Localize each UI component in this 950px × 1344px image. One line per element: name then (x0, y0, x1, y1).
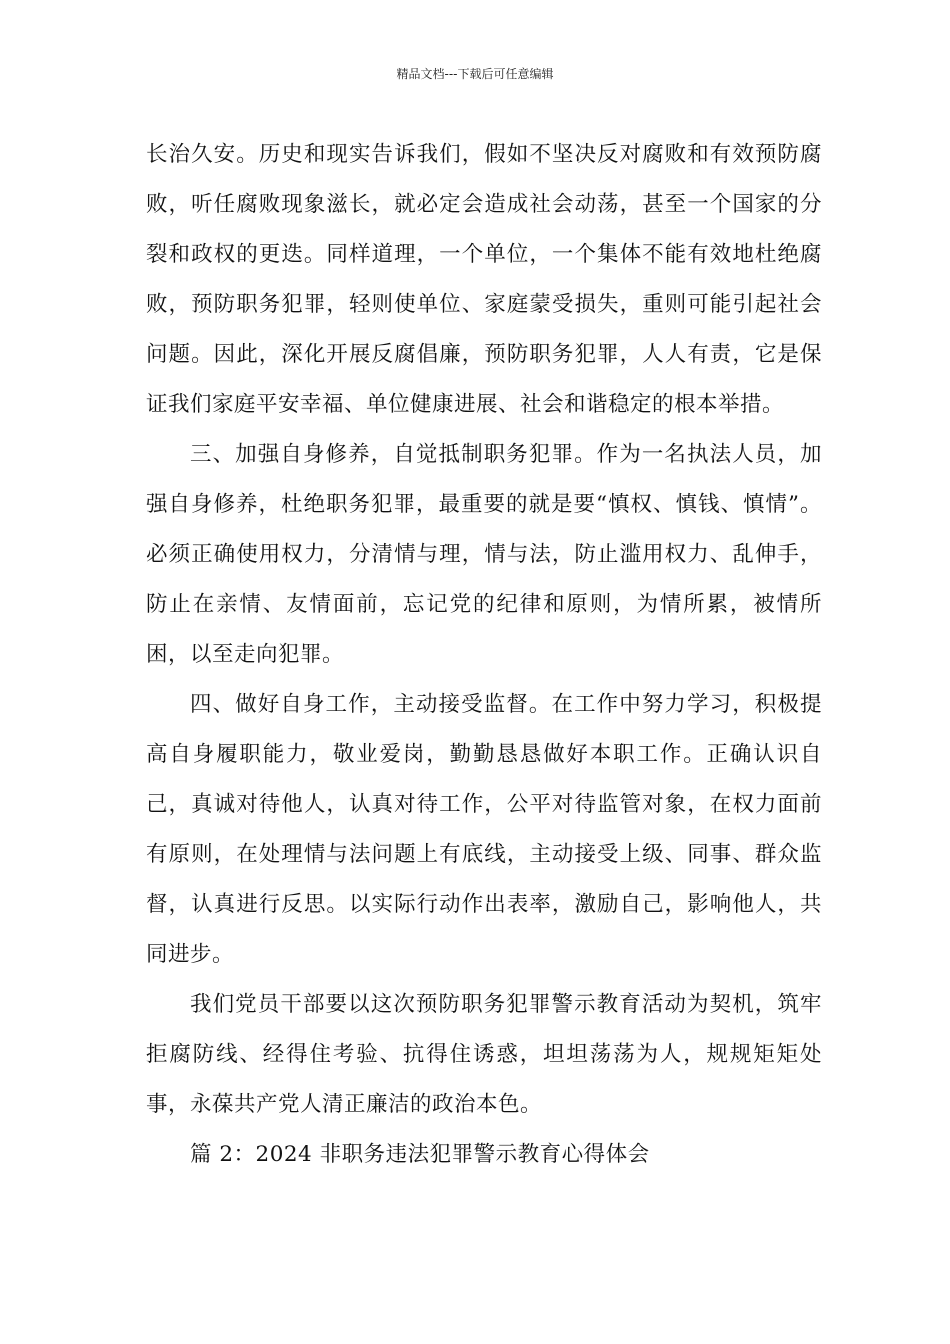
paragraph-accept-supervision: 四、做好自身工作，主动接受监督。在工作中努力学习，积极提高自身履职能力，敬业爱岗，勤勤恳恳做好本职工作。正确认识自己，真诚对待他人，认真对待工作，公平对待监管对象，在权力面前有原则，在处理情与法问题上有底线，主动接受上级、同事、群众监督，认真进行反思。以实际行动作出表率，激励自己，影响他人，共同进步。 (146, 692, 822, 967)
document-body (146, 130, 822, 1180)
page-header: 精品文档---下载后可任意编辑 (396, 67, 554, 81)
section-heading: 篇 2：2024 非职务违法犯罪警示教育心得体会 (190, 1142, 650, 1167)
paragraph-conclusion: 我们党员干部要以这次预防职务犯罪警示教育活动为契机，筑牢拒腐防线、经得住考验、抗得住诱惑，坦坦荡荡为人，规规矩矩处事，永葆共产党人清正廉洁的政治本色。 (146, 992, 822, 1117)
paragraph-self-cultivation: 三、加强自身修养，自觉抵制职务犯罪。作为一名执法人员，加强自身修养，杜绝职务犯罪，最重要的就是要“慎权、慎钱、慎情”。必须正确使用权力，分清情与理，情与法，防止滥用权力、乱伸手，防止在亲情、友情面前，忘记党的纪律和原则，为情所累，被情所困，以至走向犯罪。 (146, 442, 822, 667)
paragraph-continuation: 长治久安。历史和现实告诉我们，假如不坚决反对腐败和有效预防腐败，听任腐败现象滋长，就必定会造成社会动荡，甚至一个国家的分裂和政权的更迭。同样道理，一个单位，一个集体不能有效地杜绝腐败，预防职务犯罪，轻则使单位、家庭蒙受损失，重则可能引起社会问题。因此，深化开展反腐倡廉，预防职务犯罪，人人有责，它是保证我们家庭平安幸福、单位健康进展、社会和谐稳定的根本举措。 (146, 142, 822, 417)
